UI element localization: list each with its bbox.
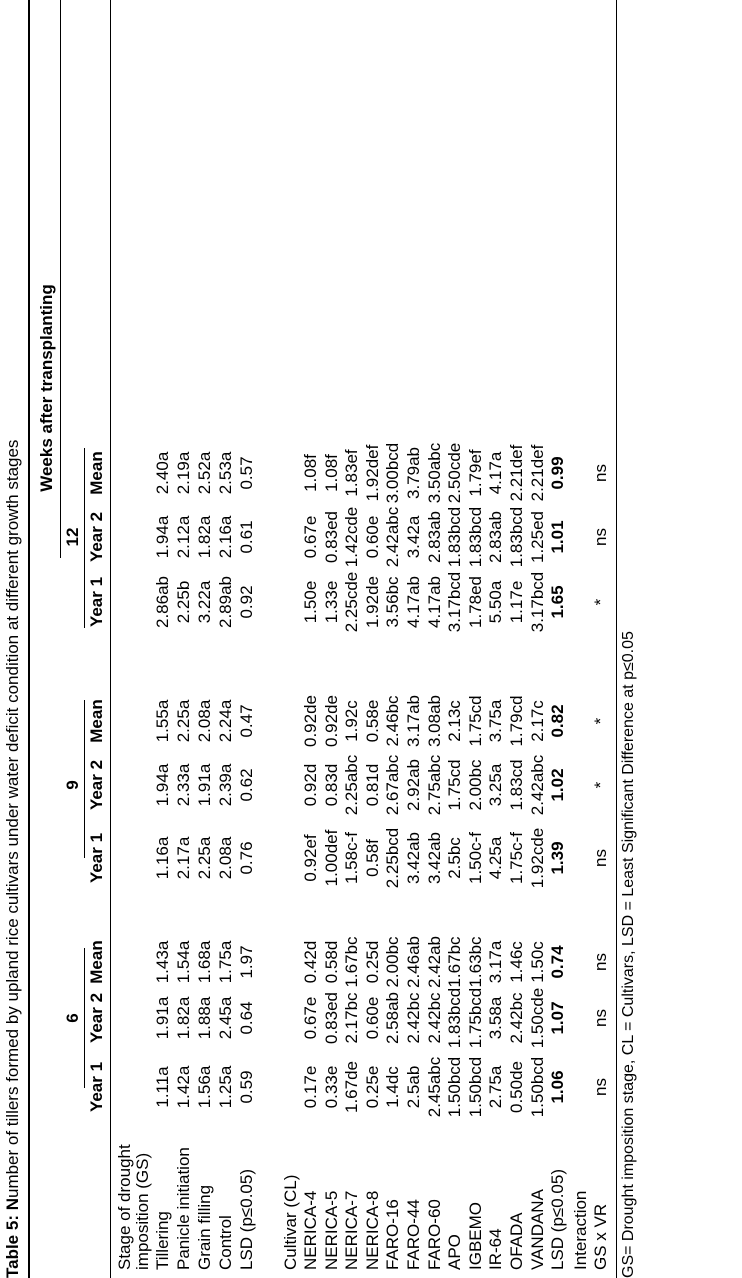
column-header: Year 2 — [87, 511, 106, 563]
table-cell: 0.99 — [548, 456, 568, 490]
table-cell: 2.92ab — [404, 759, 423, 811]
column-header: Year 2 — [87, 759, 106, 811]
table-cell: 2.50cde — [445, 442, 465, 504]
table-cell: 2.25bcd — [383, 827, 403, 889]
table-cell: 0.67e — [301, 515, 320, 559]
column-header: Year 1 — [87, 1061, 106, 1113]
cl-title: Cultivar (CL) — [281, 1174, 300, 1270]
table-cell: * — [591, 717, 610, 725]
table-cell: 2.25b — [174, 580, 193, 624]
table-cell: 2.24a — [216, 699, 235, 743]
table-cell: 2.42bc — [507, 992, 526, 1044]
row-label: Grain filling — [195, 1184, 214, 1270]
table-cell: 0.67e — [301, 996, 320, 1040]
gs-title-line2: imposition (GS) — [133, 1152, 152, 1270]
table-cell: 1.63bc — [465, 936, 485, 988]
table-cell: 1.39 — [548, 841, 568, 875]
table-cell: 2.46ab — [404, 936, 423, 988]
column-header: Year 1 — [87, 576, 106, 628]
table-cell: 2.42ab — [424, 936, 444, 988]
table-cell: 1.02 — [548, 768, 568, 802]
caption-text: umber of tillers formed by upland rice cultivars under water deficit condition at different growth stages — [3, 439, 22, 1199]
table-cell: 1.92cde — [527, 827, 547, 889]
table-cell: ns — [591, 528, 610, 546]
table-cell: 3.08ab — [424, 695, 444, 747]
table-cell: 1.07 — [548, 1001, 568, 1035]
row-label: IGBEMO — [465, 1201, 485, 1270]
table-cell: 1.25ed — [527, 511, 547, 563]
week-group-underline — [84, 948, 85, 1088]
table-cell: 0.61 — [237, 520, 256, 554]
table-caption — [4, 440, 22, 1278]
week-12-header: 12 — [63, 527, 82, 547]
table-cell: 1.50bcd — [465, 1056, 485, 1118]
table-cell: 1.78ed — [465, 576, 485, 628]
table-cell: 3.42a — [404, 515, 423, 559]
table-cell: 0.58f — [362, 839, 382, 877]
table-cell: 2.83ab — [486, 511, 506, 563]
table-cell: 3.56bc — [383, 576, 403, 628]
weeks-after-header: Weeks after transplanting — [37, 284, 56, 492]
table-cell: 3.00bcd — [383, 442, 403, 504]
table-cell: 1.92c — [342, 700, 362, 742]
table-cell: 1.67de — [342, 1061, 362, 1113]
top-rule — [28, 0, 30, 1278]
table-cell: 3.17bcd — [527, 571, 547, 633]
table-cell: 3.17bcd — [445, 571, 465, 633]
table-cell: 1.83bcd — [507, 506, 526, 568]
table-cell: ns — [591, 464, 610, 482]
table-cell: 1.75cd — [445, 759, 465, 811]
table-cell: 0.81d — [362, 763, 382, 807]
table-cell: 1.50c — [527, 941, 547, 983]
table-cell: 1.75bcd — [465, 987, 485, 1049]
caption-label: Table 5: N — [3, 1198, 22, 1278]
table-cell: 4.17ab — [424, 576, 444, 628]
table-cell: 1.50c-f — [465, 832, 485, 884]
table-cell: 2.5ab — [404, 1065, 423, 1109]
table-cell: 1.82a — [195, 515, 214, 559]
table-cell: 2.25abc — [342, 754, 362, 816]
table-cell: 2.16a — [216, 515, 235, 559]
footnote: GS= Drought imposition stage, CL = Cultivars, LSD = Least Significant Difference at p≤0.05 — [620, 631, 637, 1278]
table-cell: 1.79cd — [507, 695, 526, 747]
table-cell: 2.75abc — [424, 754, 444, 816]
table-cell: 2.83ab — [424, 511, 444, 563]
week-group-underline — [84, 448, 85, 628]
table-cell: 0.42d — [301, 940, 320, 984]
row-label: VANDANA — [527, 1189, 547, 1270]
table-cell: 2.5bc — [445, 837, 465, 879]
table-cell: 1.88a — [195, 996, 214, 1040]
table-cell: 1.06 — [548, 1070, 568, 1104]
table-cell: 3.22a — [195, 580, 214, 624]
table-cell: 0.92d — [301, 763, 320, 807]
table-cell: 1.68a — [195, 940, 214, 984]
table-cell: 2.17bc — [342, 992, 362, 1044]
table-cell: 0.25d — [362, 940, 382, 984]
table-cell: 3.25a — [486, 763, 506, 807]
header-rule — [110, 0, 111, 1278]
table-cell: 1.16a — [153, 836, 172, 880]
column-header: Year 1 — [87, 832, 106, 884]
row-label: Panicle initiation — [174, 1147, 193, 1270]
row-label: NERICA-7 — [342, 1190, 362, 1270]
table-cell: 1.50e — [301, 580, 320, 624]
table-cell: 1.79ef — [465, 449, 485, 497]
row-label: FARO-16 — [383, 1199, 403, 1270]
row-label: OFADA — [507, 1212, 526, 1270]
table-cell: 2.53a — [216, 451, 235, 495]
table-cell: 2.00bc — [465, 759, 485, 811]
table-cell: 1.94a — [153, 515, 172, 559]
week-group-underline — [84, 700, 85, 858]
table-cell: 1.11a — [153, 1066, 172, 1108]
table-cell: 1.50bcd — [445, 1056, 465, 1118]
column-header: Mean — [87, 699, 106, 743]
table-cell: 1.83cd — [507, 759, 526, 811]
table-cell: 3.50abc — [424, 442, 444, 504]
table-cell: 0.60e — [362, 515, 382, 559]
table-cell: 1.56a — [195, 1065, 214, 1109]
table-cell: 2.25a — [195, 836, 214, 880]
table-cell: 3.58a — [486, 996, 506, 1040]
weeks-after-underline — [60, 0, 61, 558]
table-cell: ns — [591, 1009, 610, 1027]
gs-title-line1: Stage of drought — [115, 1144, 134, 1270]
table-cell: 3.75a — [486, 699, 506, 743]
table-cell: * — [591, 598, 610, 606]
table-cell: 3.17ab — [404, 695, 423, 747]
row-label: LSD (p≤0.05) — [548, 1169, 568, 1270]
column-header: Year 2 — [87, 992, 106, 1044]
table-cell: 1.4dc — [383, 1066, 403, 1108]
table-cell: 1.94a — [153, 763, 172, 807]
table-cell: 2.13c — [445, 700, 465, 742]
table-cell: 2.42bc — [404, 992, 423, 1044]
table-cell: 2.19a — [174, 451, 193, 495]
table-cell: 1.83bcd — [445, 987, 465, 1049]
table-cell: 1.00def — [321, 829, 341, 887]
table-cell: 1.75a — [216, 940, 235, 984]
table-cell: 1.08f — [301, 454, 320, 492]
table-cell: 1.08f — [321, 454, 341, 492]
table-cell: 1.75cd — [465, 695, 485, 747]
table-cell: 2.42abc — [527, 754, 547, 816]
row-label: NERICA-4 — [301, 1190, 320, 1270]
row-label: IR-64 — [486, 1228, 506, 1270]
table-cell: 1.75c-f — [507, 832, 526, 884]
table-cell: 0.57 — [237, 456, 256, 490]
table-cell: 2.17a — [174, 836, 193, 880]
table-cell: 4.17a — [486, 451, 506, 495]
table-cell: ns — [591, 953, 610, 971]
table-cell: 2.75a — [486, 1065, 506, 1109]
table-cell: 2.25a — [174, 699, 193, 743]
week-9-header: 9 — [63, 780, 82, 790]
table-cell: 3.79ab — [404, 447, 423, 499]
table-cell: 0.47 — [237, 704, 256, 738]
interaction-title: Interaction — [571, 1190, 590, 1270]
table-cell: 2.86ab — [153, 576, 172, 628]
table-cell: * — [591, 781, 610, 789]
table-cell: 0.60e — [362, 996, 382, 1040]
table-cell: 2.08a — [216, 836, 235, 880]
table-cell: 0.92de — [301, 695, 320, 747]
row-label: LSD (p≤0.05) — [237, 1169, 256, 1270]
table-cell: 1.83bcd — [445, 506, 465, 568]
table-cell: 1.58c-f — [342, 832, 362, 884]
table-cell: 0.82 — [548, 704, 568, 738]
table-cell: 0.50de — [507, 1061, 526, 1113]
table-cell: 3.42ab — [404, 832, 423, 884]
row-label: GS x VR — [591, 1203, 610, 1270]
table-cell: 0.76 — [237, 841, 256, 875]
table-cell: 1.92def — [362, 444, 382, 502]
week-6-header: 6 — [63, 1013, 82, 1023]
table-cell: 2.42abc — [383, 506, 403, 568]
table-cell: 0.59 — [237, 1070, 256, 1104]
table-cell: 1.67bc — [445, 936, 465, 988]
table-cell: 1.42a — [174, 1065, 193, 1109]
table-cell: 2.25cde — [342, 571, 362, 633]
table-cell: 2.42bc — [424, 992, 444, 1044]
table-cell: 0.17e — [301, 1065, 320, 1109]
table-cell: 0.83ed — [321, 992, 341, 1044]
row-label: Control — [216, 1215, 235, 1270]
table-cell: 4.17ab — [404, 576, 423, 628]
table-cell: 0.62 — [237, 768, 256, 802]
table-cell: 1.97 — [237, 945, 256, 979]
table-cell: 0.64 — [237, 1001, 256, 1035]
row-label: NERICA-8 — [362, 1190, 382, 1270]
table-cell: 1.67bc — [342, 936, 362, 988]
table-cell: 3.42ab — [424, 832, 444, 884]
table-cell: 1.17e — [507, 580, 526, 624]
table-cell: ns — [591, 849, 610, 867]
table-cell: 4.25a — [486, 836, 506, 880]
table-cell: 0.25e — [362, 1065, 382, 1109]
table-cell: 1.33e — [321, 580, 341, 624]
table-cell: 2.00bc — [383, 936, 403, 988]
table-cell: 2.17c — [527, 700, 547, 742]
table-cell: 0.92de — [321, 695, 341, 747]
table-cell: 0.58e — [362, 699, 382, 743]
table-cell: 1.50cde — [527, 987, 547, 1049]
table-cell: 2.40a — [153, 451, 172, 495]
table-cell: 3.17a — [486, 940, 506, 984]
column-header: Mean — [87, 940, 106, 984]
table-cell: 2.21def — [527, 444, 547, 502]
column-header: Mean — [87, 451, 106, 495]
table-cell: 2.52a — [195, 451, 214, 495]
table-cell: 2.33a — [174, 763, 193, 807]
table-cell: 0.92 — [237, 585, 256, 619]
table-cell: 1.01 — [548, 520, 568, 554]
table-cell: 0.58d — [321, 940, 341, 984]
table-cell: 1.83ef — [342, 449, 362, 497]
table-cell: 2.21def — [507, 444, 526, 502]
row-label: APO — [445, 1234, 465, 1270]
table-cell: 2.58ab — [383, 992, 403, 1044]
table-cell: 1.65 — [548, 585, 568, 619]
table-cell: 2.67abc — [383, 754, 403, 816]
table-cell: 5.50a — [486, 580, 506, 624]
table-cell: 2.08a — [195, 699, 214, 743]
table-cell: 1.82a — [174, 996, 193, 1040]
table-cell: 2.39a — [216, 763, 235, 807]
row-label: Tillering — [153, 1211, 172, 1270]
table-cell: 2.46bc — [383, 695, 403, 747]
table-cell: 2.12a — [174, 515, 193, 559]
table-cell: 1.50bcd — [527, 1056, 547, 1118]
table-cell: 0.92ef — [301, 834, 320, 882]
table-cell: 2.45a — [216, 996, 235, 1040]
table-cell: 0.83d — [321, 763, 341, 807]
table-cell: 2.45abc — [424, 1056, 444, 1118]
table-cell: 1.91a — [153, 996, 172, 1040]
table-cell: 0.74 — [548, 945, 568, 979]
table-cell: 1.91a — [195, 763, 214, 807]
table-cell: 1.46c — [507, 941, 526, 983]
table-cell: 1.92de — [362, 576, 382, 628]
table-cell: 2.89ab — [216, 576, 235, 628]
table-cell: 1.54a — [174, 940, 193, 984]
table-cell: 1.83bcd — [465, 506, 485, 568]
row-label: NERICA-5 — [321, 1190, 341, 1270]
row-label: FARO-44 — [404, 1199, 423, 1270]
table-cell: 1.25a — [216, 1065, 235, 1109]
table-cell: 1.55a — [153, 699, 172, 743]
bottom-rule — [616, 0, 617, 1278]
table-cell: 0.83ed — [321, 511, 341, 563]
table-cell: 1.42cde — [342, 506, 362, 568]
table-cell: ns — [591, 1078, 610, 1096]
table-cell: 0.33e — [321, 1065, 341, 1109]
row-label: FARO-60 — [424, 1199, 444, 1270]
table-cell: 1.43a — [153, 940, 172, 984]
